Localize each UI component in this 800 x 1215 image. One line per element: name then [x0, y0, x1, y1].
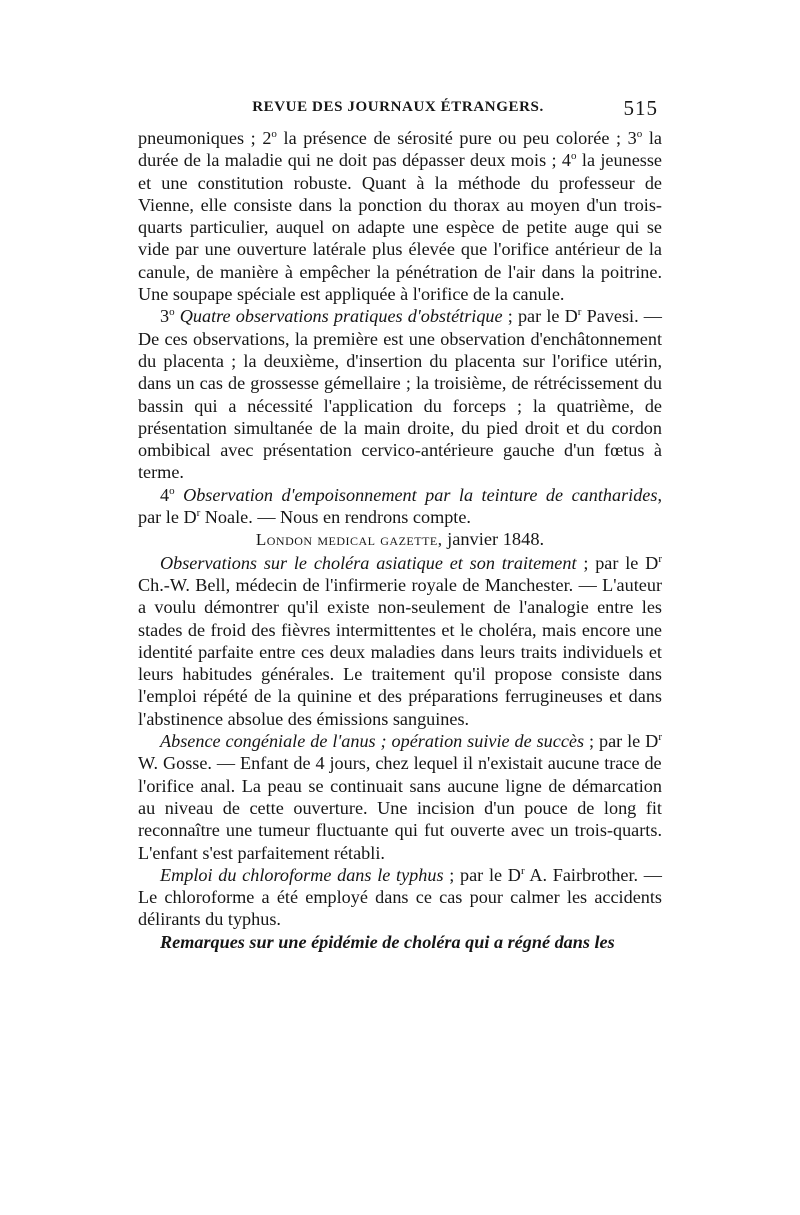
text-run: ; par le D: [502, 306, 578, 327]
text-run: ; par le D: [443, 864, 521, 885]
superscript: o: [169, 306, 175, 319]
superscript: r: [577, 306, 582, 319]
text-run: ; par le D: [576, 552, 659, 573]
text-run: la présence de sérosité pure ou peu colorée ; 3: [276, 128, 637, 148]
article-title: Observation d'empoisonnement par la teinture de cantharides: [183, 484, 658, 505]
text-run: Noale. — Nous en rendrons compte.: [200, 507, 471, 528]
paragraph: [138, 931, 662, 953]
body-text: [138, 127, 662, 953]
article-title: Quatre observations pratiques d'obstétrique: [179, 306, 503, 327]
running-head: [138, 96, 658, 125]
article-title: Emploi du chloroforme dans le typhus: [160, 864, 444, 885]
paragraph: [138, 730, 662, 864]
superscript: r: [658, 552, 662, 565]
text-run: A. Fairbrother. — Le chloroforme a été employé dans ce cas pour calmer les accidents délirants du typhus.: [138, 864, 662, 930]
text-run: Ch.-W. Bell, médecin de l'infirmerie royale de Manchester. — L'auteur a voulu démontrer qu'il existe non-seulement de l'analogie entre les stades de froid des fièvres intermittentes et le choléra, mais encore une identité parfaite entre ces deux maladies dans leurs traits individuels et leurs habitudes générales. Le traitement qu'il propose consiste dans l'emploi répété de la quinine et des préparations ferrugineuses et dans l'abstinence absolue des émissions sanguines.: [138, 574, 662, 729]
superscript: o: [271, 128, 277, 140]
article-title: Observations sur le choléra asiatique et son traitement: [160, 552, 577, 573]
text-run: , par le D: [138, 484, 662, 528]
text-run: [175, 485, 183, 505]
superscript: r: [520, 864, 525, 877]
paragraph: [138, 864, 662, 931]
text-run: la jeunesse et une constitution robuste. Quant à la méthode du professeur de Vienne, elle consiste dans la ponction du thorax au moyen d'un trois-quarts particulier, auquel on adapte une espèce de petite auge qui se vide par une ouverture latérale plus élevée que l'orifice antérieur de la canule, de manière à empêcher la pénétration de l'air dans la poitrine. Une soupape spéciale est appliquée à l'orifice de la canule.: [138, 150, 662, 305]
superscript: o: [169, 484, 175, 497]
article-title: Remarques sur une épidémie de choléra qui a régné dans les: [160, 931, 615, 952]
superscript: r: [658, 731, 662, 744]
running-title: REVUE DES JOURNAUX ÉTRANGERS.: [252, 99, 544, 115]
paragraph: [138, 305, 662, 483]
paragraph: [138, 127, 662, 305]
paragraph: [138, 484, 662, 529]
article-title: Absence congéniale de l'anus ; opération suivie de succès: [160, 731, 585, 752]
text-run: 4: [160, 484, 170, 505]
superscript: o: [636, 128, 643, 140]
text-run: W. Gosse. — Enfant de 4 jours, chez lequel il n'existait aucune trace de l'orifice anal. La peau se continuait sans aucune ligne de démarcation au niveau de cette ouverture. Une incision d'un pouce de long fit reconnaître une tumeur fluctuante qui fut ouverte avec un trois-quarts. L'enfant s'est parfaitement rétabli.: [138, 753, 662, 863]
journal-date: janvier 1848.: [442, 529, 545, 550]
page-number: 515: [623, 96, 658, 120]
superscript: o: [571, 150, 577, 163]
text-run: Pavesi. — De ces observations, la première est une observation d'enchâtonnement du placenta ; la deuxième, d'insertion du placenta sur l'orifice utérin, dans un cas de grossesse gémellaire ; la troisième, de rétrécissement du bassin qui a nécessité l'application du forceps ; la quatrième, de présentation simultanée de la main droite, du pied droit et du cordon ombibical avec présentation cervico-antérieure gauche d'un fœtus à terme.: [138, 306, 662, 483]
journal-title: London medical gazette,: [255, 530, 443, 550]
text-run: ; par le D: [584, 731, 659, 752]
text-run: pneumoniques ; 2: [138, 128, 272, 148]
superscript: r: [196, 507, 201, 520]
text-run: 3: [160, 306, 170, 327]
section-heading: [138, 528, 662, 551]
paragraph: [138, 552, 662, 730]
text-run: la durée de la maladie qui ne doit pas dépasser deux mois ; 4: [138, 128, 662, 171]
